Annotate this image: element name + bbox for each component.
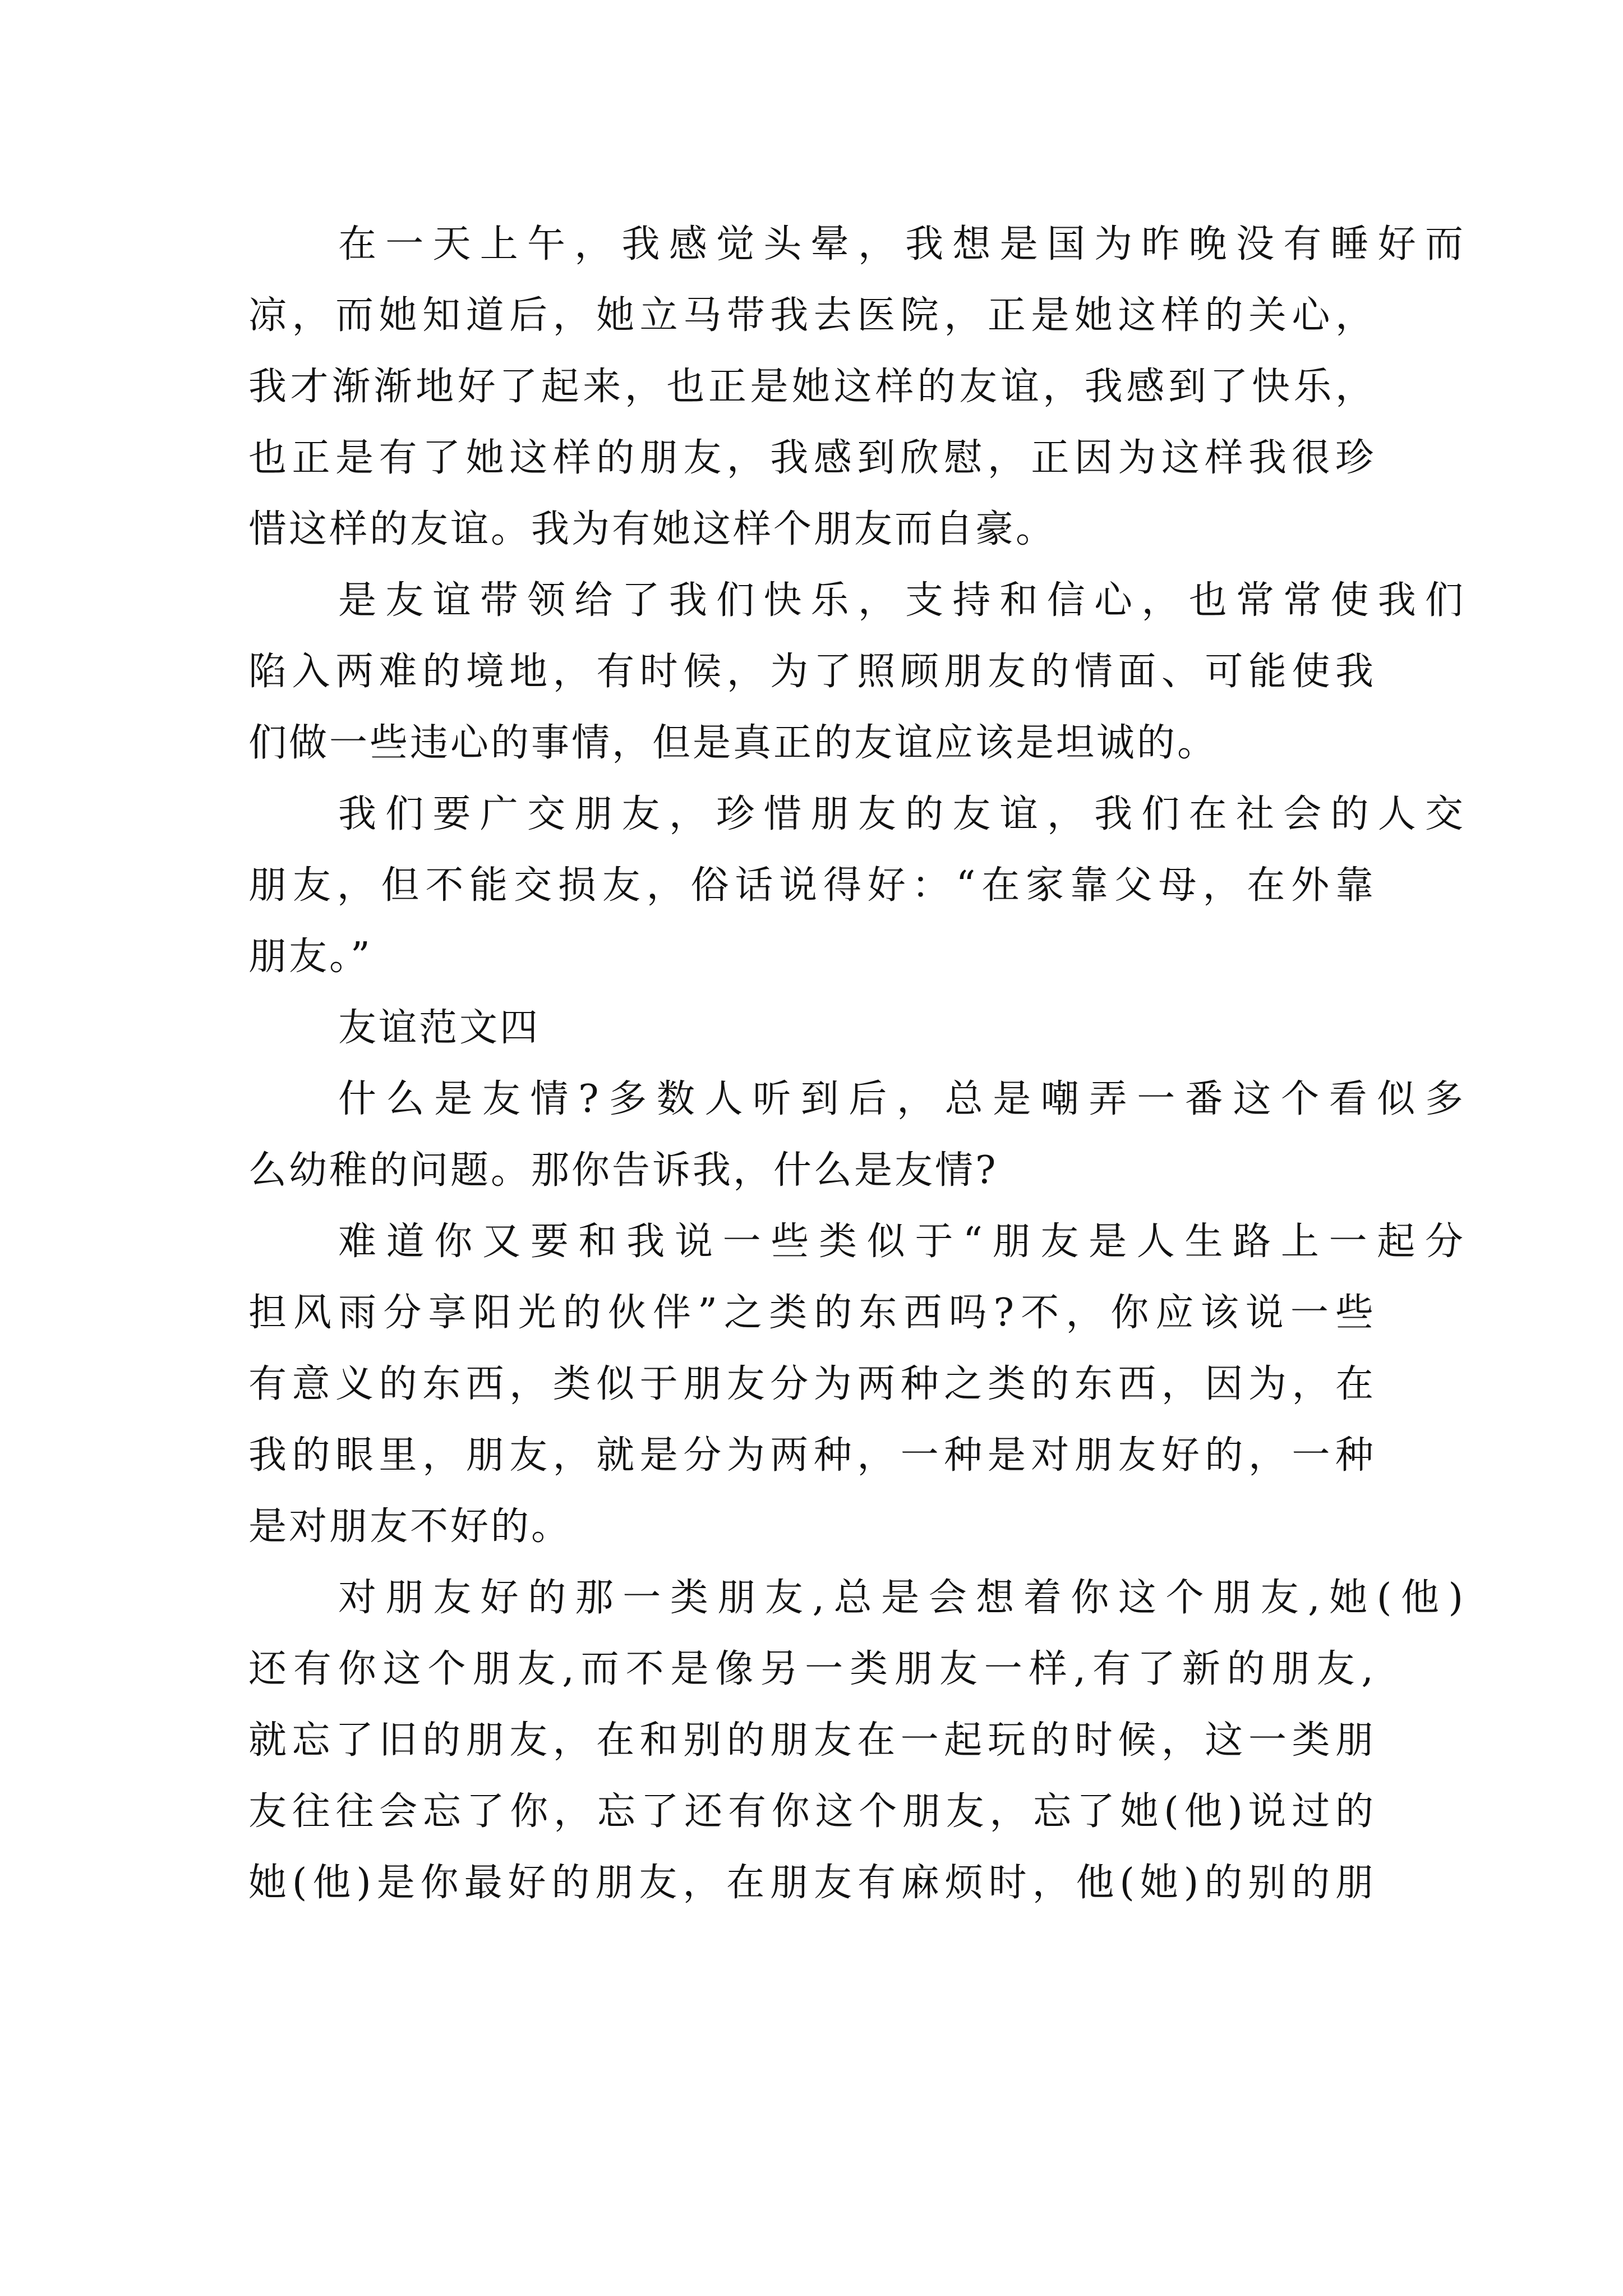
text-line: 朋友，但不能交损友，俗话说得好：“在家靠父母，在外靠	[248, 863, 1376, 908]
text-line: 在一天上午，我感觉头晕，我想是国为昨晚没有睡好而	[338, 222, 1465, 266]
text-line: 是友谊带领给了我们快乐，支持和信心，也常常使我们	[338, 578, 1465, 623]
text-line: 对朋友好的那一类朋友,总是会想着你这个朋友,她(他)	[338, 1576, 1465, 1620]
text-line: 还有你这个朋友,而不是像另一类朋友一样,有了新的朋友,	[248, 1647, 1376, 1691]
text-line: 担风雨分享阳光的伙伴”之类的东西吗?不，你应该说一些	[248, 1291, 1376, 1335]
text-line: 友往往会忘了你，忘了还有你这个朋友，忘了她(他)说过的	[248, 1789, 1376, 1834]
text-line: 们做一些违心的事情，但是真正的友谊应该是坦诚的。	[248, 721, 1218, 765]
text-line: 朋友。”	[248, 935, 372, 979]
text-line: 难道你又要和我说一些类似于“朋友是人生路上一起分	[338, 1220, 1465, 1264]
text-line: 陷入两难的境地，有时候，为了照顾朋友的情面、可能使我	[248, 650, 1376, 694]
text-line: 我才渐渐地好了起来，也正是她这样的友谊，我感到了快乐，	[248, 365, 1376, 409]
text-line: 我们要广交朋友，珍惜朋友的友谊，我们在社会的人交	[338, 792, 1465, 836]
section-heading: 友谊范文四	[338, 1006, 541, 1050]
text-line: 什么是友情?多数人听到后，总是嘲弄一番这个看似多	[338, 1077, 1465, 1121]
text-line: 凉，而她知道后，她立马带我去医院，正是她这样的关心，	[248, 293, 1376, 338]
text-line: 么幼稚的问题。那你告诉我，什么是友情?	[248, 1148, 998, 1193]
text-line: 也正是有了她这样的朋友，我感到欣慰，正因为这样我很珍	[248, 436, 1376, 480]
text-line: 是对朋友不好的。	[248, 1504, 572, 1549]
text-line: 有意义的东西，类似于朋友分为两种之类的东西，因为，在	[248, 1362, 1376, 1406]
text-line: 惜这样的友谊。我为有她这样个朋友而自豪。	[248, 507, 1057, 551]
text-line: 就忘了旧的朋友，在和别的朋友在一起玩的时候，这一类朋	[248, 1718, 1376, 1763]
text-line: 我的眼里，朋友，就是分为两种，一种是对朋友好的，一种	[248, 1433, 1376, 1478]
text-line: 她(他)是你最好的朋友，在朋友有麻烦时，他(她)的别的朋	[248, 1861, 1376, 1905]
